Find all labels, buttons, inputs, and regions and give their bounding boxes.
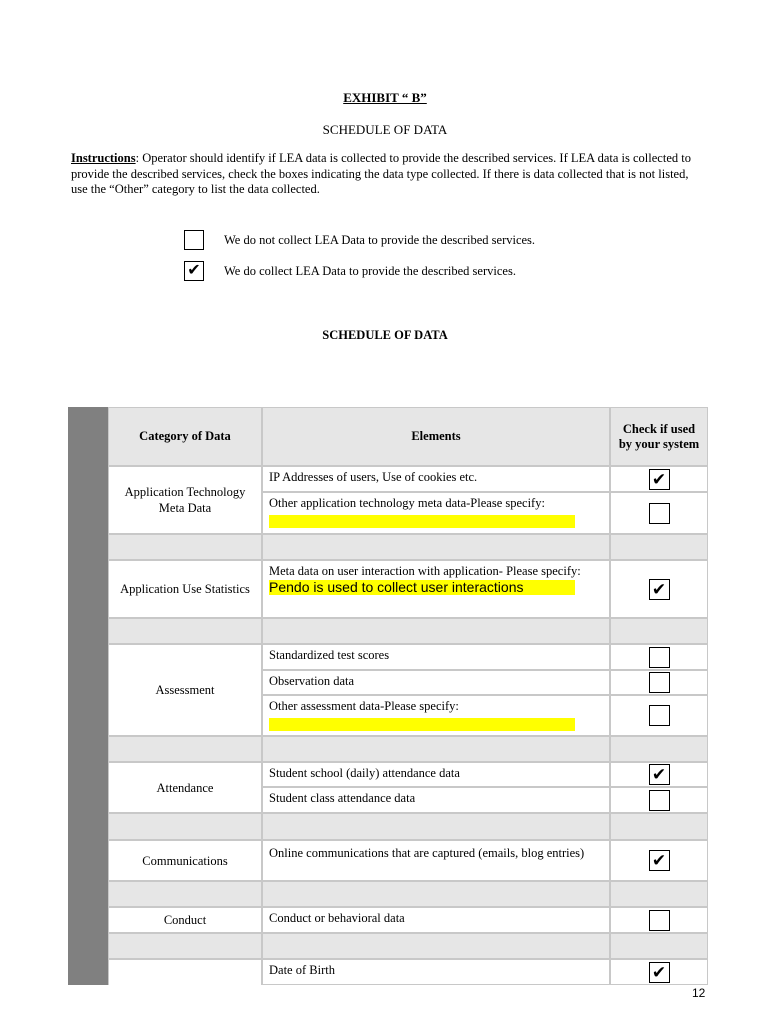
spacer-row	[610, 933, 708, 959]
check-box[interactable]	[649, 469, 670, 490]
check-cell	[610, 787, 708, 813]
spacer-row	[108, 813, 262, 840]
checkmark-icon: ✔	[651, 579, 667, 599]
element-label: Meta data on user interaction with application- Please specify:	[269, 564, 581, 578]
table-row	[262, 762, 610, 787]
page-number: 12	[692, 986, 706, 1000]
check-cell	[610, 466, 708, 492]
checkmark-icon: ✔	[651, 851, 667, 870]
check-cell	[610, 959, 708, 985]
table-row	[262, 492, 610, 534]
spacer-row	[108, 736, 262, 762]
check-cell	[610, 670, 708, 695]
element-label: Student school (daily) attendance data	[269, 766, 460, 780]
option-label: We do not collect LEA Data to provide the described services.	[224, 232, 536, 247]
option-checkbox[interactable]	[184, 261, 204, 281]
exhibit-title: EXHIBIT “ B”	[343, 90, 427, 105]
category-app-tech-meta: Application Technology Meta Data	[108, 466, 262, 534]
check-cell	[610, 644, 708, 670]
element-label: Student class attendance data	[269, 791, 416, 805]
check-box[interactable]	[649, 910, 670, 931]
spacer-row	[262, 933, 610, 959]
table-row	[262, 787, 610, 813]
instructions-paragraph	[71, 151, 701, 198]
check-box[interactable]	[649, 850, 670, 871]
spacer-row	[610, 534, 708, 560]
spacer-row	[610, 881, 708, 907]
schedule-heading: SCHEDULE OF DATA	[322, 328, 448, 342]
category-attendance: Attendance	[108, 762, 262, 813]
header-check: Check if used by your system	[610, 407, 708, 466]
category-app-use-stats: Application Use Statistics	[108, 560, 262, 618]
check-cell	[610, 492, 708, 534]
option-checkbox[interactable]	[184, 230, 204, 250]
element-label: Date of Birth	[269, 963, 335, 977]
check-box[interactable]	[649, 705, 670, 726]
spacer-row	[262, 813, 610, 840]
spacer-row	[108, 534, 262, 560]
check-box[interactable]	[649, 790, 670, 811]
schedule-subtitle: SCHEDULE OF DATA	[322, 122, 448, 137]
option-do-collect[interactable]	[184, 260, 516, 282]
spacer-row	[610, 736, 708, 762]
check-box[interactable]	[649, 764, 670, 785]
spacer-row	[262, 736, 610, 762]
spacer-row	[262, 881, 610, 907]
category-communications: Communications	[108, 840, 262, 881]
checkmark-icon: ✔	[651, 765, 667, 784]
spacer-row	[610, 813, 708, 840]
data-schedule-table	[108, 407, 708, 985]
instructions-text: : Operator should identify if LEA data is collected to provide the described services. If LEA data is collected to provide the described services, check the boxes indicating the data type collected. If there is data collected that is not listed, use the “Other” category to list the data collected.	[71, 151, 691, 196]
checkmark-icon: ✔	[651, 469, 667, 489]
spacer-row	[262, 534, 610, 560]
table-row	[262, 644, 610, 670]
spacer-row	[610, 618, 708, 644]
category-assessment: Assessment	[108, 644, 262, 736]
table-row	[262, 670, 610, 695]
check-box[interactable]	[649, 579, 670, 600]
check-box[interactable]	[649, 962, 670, 983]
element-label: Online communications that are captured (emails, blog entries)	[269, 846, 585, 860]
table-row	[262, 695, 610, 736]
check-box[interactable]	[649, 503, 670, 524]
option-label: We do collect LEA Data to provide the described services.	[224, 263, 516, 278]
check-cell	[610, 560, 708, 618]
check-cell	[610, 840, 708, 881]
element-label: Conduct or behavioral data	[269, 911, 405, 925]
element-label: Other assessment data-Please specify:	[269, 699, 459, 713]
element-label: IP Addresses of users, Use of cookies etc.	[269, 470, 478, 484]
table-row	[262, 560, 610, 618]
header-elements: Elements	[262, 407, 610, 466]
specify-field[interactable]	[269, 718, 575, 731]
check-cell	[610, 762, 708, 787]
table-row	[262, 466, 610, 492]
spacer-row	[108, 881, 262, 907]
checkmark-icon: ✔	[651, 962, 667, 982]
spacer-row	[108, 933, 262, 959]
table-row	[262, 959, 610, 985]
category-demographics	[108, 959, 262, 985]
spacer-row	[108, 618, 262, 644]
element-label: Standardized test scores	[269, 648, 390, 662]
option-do-not-collect[interactable]	[184, 229, 535, 251]
check-box[interactable]	[649, 672, 670, 693]
table-sidebar	[68, 407, 108, 985]
instructions-label: Instructions	[71, 151, 136, 165]
check-box[interactable]	[649, 647, 670, 668]
check-cell	[610, 695, 708, 736]
element-label: Other application technology meta data-Please specify:	[269, 496, 545, 510]
header-category: Category of Data	[108, 407, 262, 466]
element-label: Observation data	[269, 674, 355, 688]
check-cell	[610, 907, 708, 933]
specify-field[interactable]: Pendo is used to collect user interactions	[269, 580, 575, 595]
table-row	[262, 840, 610, 881]
spacer-row	[262, 618, 610, 644]
table-row	[262, 907, 610, 933]
category-conduct: Conduct	[108, 907, 262, 933]
specify-field[interactable]	[269, 515, 575, 528]
checkmark-icon: ✔	[187, 262, 201, 279]
